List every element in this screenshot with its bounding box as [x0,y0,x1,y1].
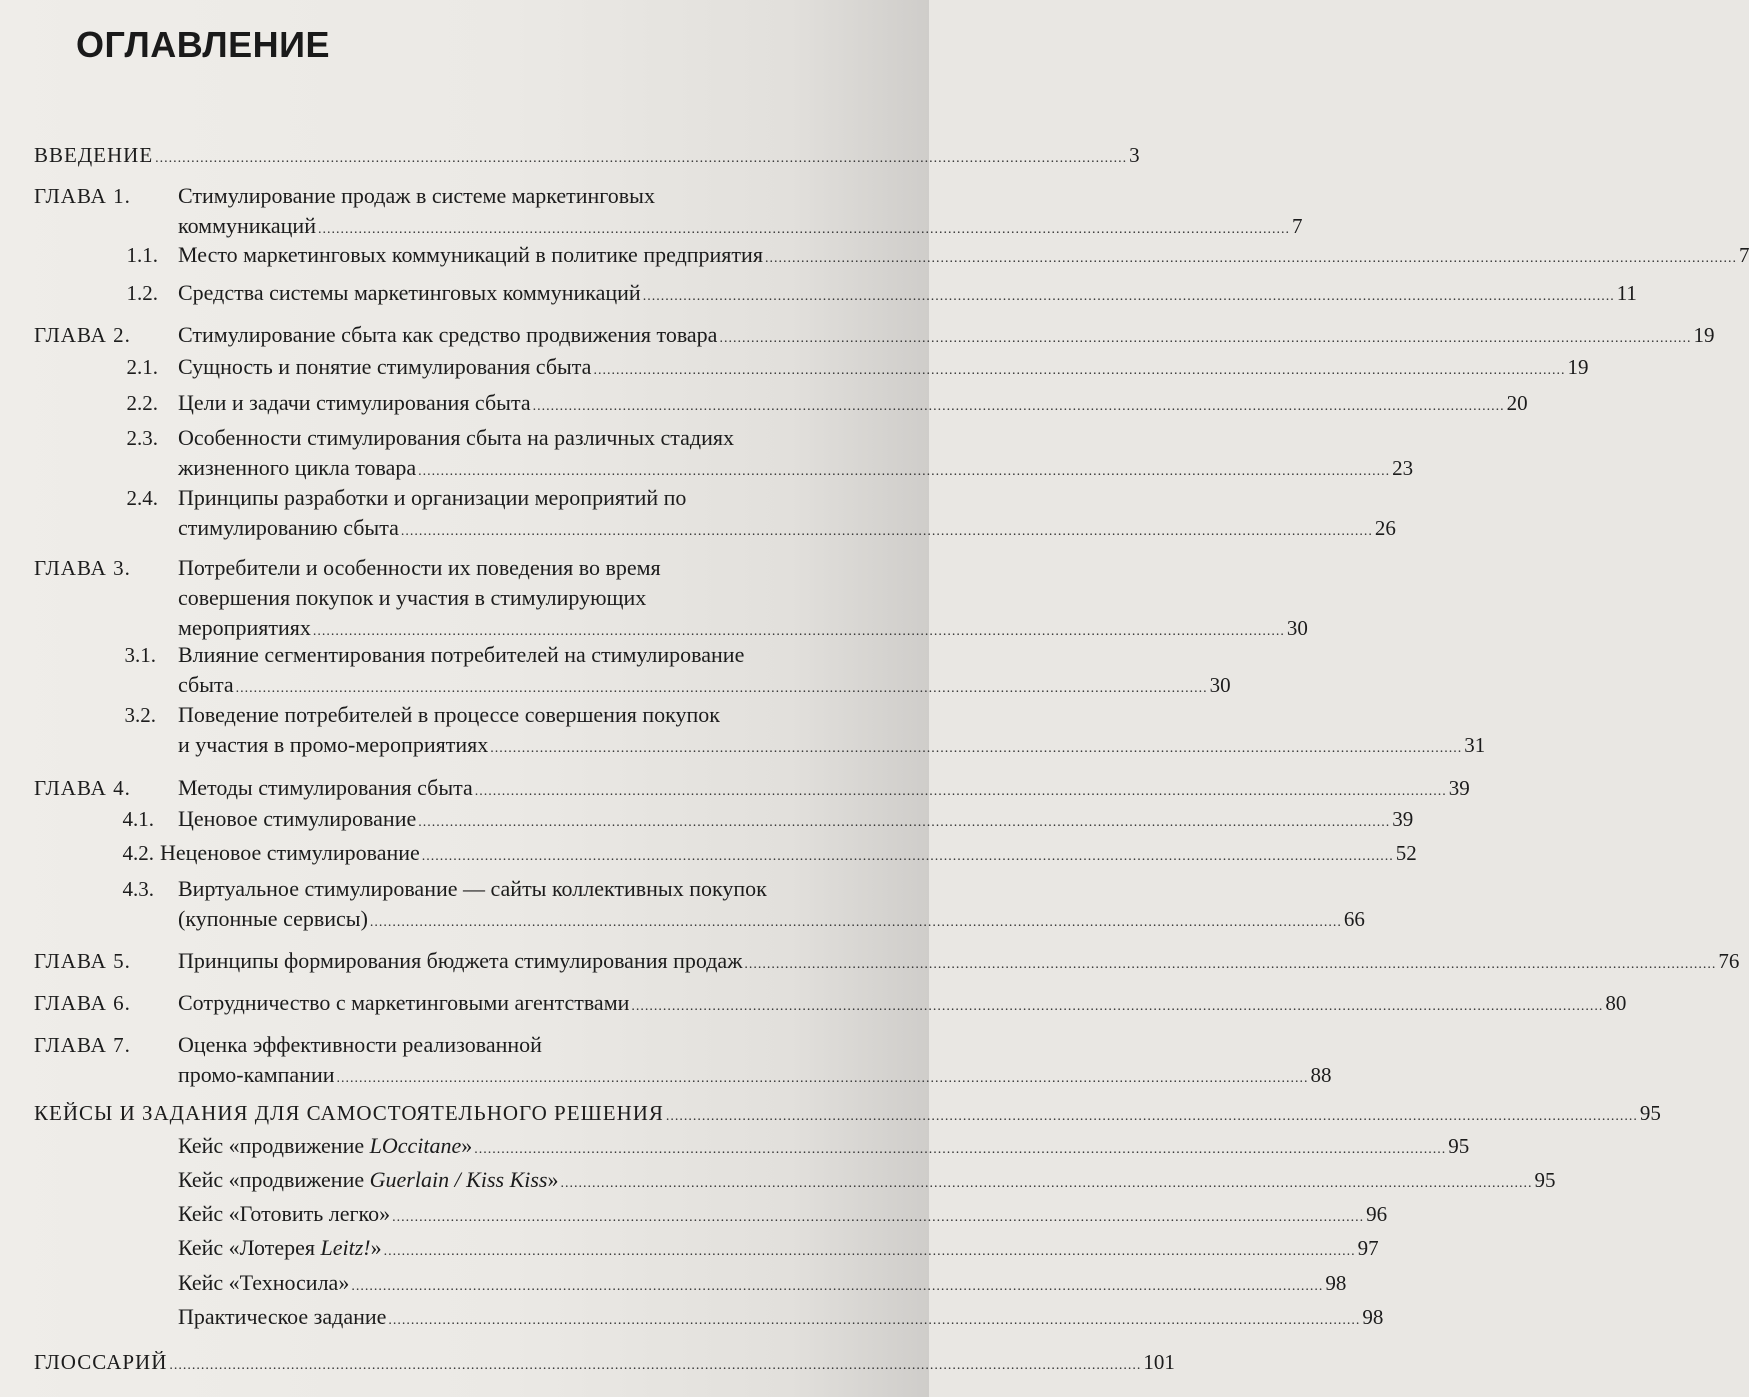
toc-chapter-label: ГЛОССАРИЙ [34,1350,168,1374]
page-number: 19 [1693,323,1715,347]
page-number: 30 [1209,673,1231,697]
leader-dots [744,946,1716,980]
page-title: ОГЛАВЛЕНИЕ [76,24,331,65]
toc-entry-title-line: Практическое задание [178,1304,387,1329]
toc-chapter-label: КЕЙСЫ И ЗАДАНИЯ ДЛЯ САМОСТОЯТЕЛЬНОГО РЕШЕНИЯ [34,1101,664,1125]
toc-entry-title-line: Сущность и понятие стимулирования сбыта [178,354,592,379]
toc-entry-title-line: Кейс «продвижение LOccitane» [178,1133,473,1158]
toc-entry-text [178,553,1308,647]
toc-chapter-label: ГЛАВА 4. [34,776,131,800]
leader-dots [666,1098,1638,1132]
leader-dots [351,1268,1323,1302]
toc-section-number: 2.4. [126,486,158,510]
toc-entry-text [178,773,1470,807]
toc-entry-text [178,804,1414,838]
toc-entry-title-line: Принципы формирования бюджета стимулирования продаж [178,948,743,973]
leader-dots [370,904,1342,938]
toc-entry[interactable] [0,553,1308,643]
toc-entry-title-line: коммуникаций [178,213,316,238]
toc-entry-title-line: стимулированию сбыта [178,515,399,540]
page-number: 98 [1325,1271,1347,1295]
toc-entry-title-line: Средства системы маркетинговых коммуникаций [178,280,641,305]
toc-entry[interactable] [0,640,1231,700]
toc-section-number: 2.3. [126,426,158,450]
toc-entry-text [178,1131,1470,1165]
page-number: 95 [1639,1101,1661,1125]
toc-entry-text [178,640,1231,704]
toc-entry-title-line: Кейс «Лотерея Leitz!» [178,1235,382,1260]
toc-entry-title-line: Принципы разработки и организации мероприятий по [178,485,687,510]
leader-dots [643,278,1615,312]
toc-entry-text [178,1268,1347,1302]
toc-entry-text [178,874,1365,938]
toc-entry[interactable] [0,278,1637,308]
toc-entry-title-line: Виртуальное стимулирование — сайты коллективных покупок [178,876,767,901]
toc-entry-title-line: Цели и задачи стимулирования сбыта [178,390,531,415]
toc-entry[interactable] [0,1233,1379,1263]
toc-entry-text [178,320,1715,354]
toc-entry[interactable] [0,874,1365,934]
page-number: 19 [1567,355,1589,379]
page-number: 39 [1392,807,1414,831]
leader-dots [765,240,1737,274]
toc-entry-text [178,1030,1332,1094]
toc-entry[interactable] [0,1302,1384,1332]
toc-entry-title-line: (купонные сервисы) [178,906,368,931]
leader-dots [384,1233,1356,1267]
toc-entry-title-line: Кейс «Готовить легко» [178,1201,391,1226]
toc-entry-text [178,1165,1556,1199]
toc-chapter-label: ГЛАВА 7. [34,1033,131,1057]
toc-entry-title-line: Стимулирование продаж в системе маркетинговых [178,183,655,208]
toc-entry[interactable] [0,1199,1388,1229]
leader-dots [475,773,1447,807]
toc-entry[interactable] [0,1131,1470,1161]
leader-dots [719,320,1691,354]
page-number: 23 [1392,456,1414,480]
page-number: 20 [1506,391,1528,415]
leader-dots [337,1060,1309,1094]
toc-entry-text [178,240,1749,274]
page-number: 88 [1310,1063,1332,1087]
leader-dots [388,1302,1360,1336]
toc-entry-text [178,1302,1384,1336]
leader-dots [533,388,1505,422]
toc-section-number: 1.2. [126,281,158,305]
toc-entry-title-line: мероприятиях [178,615,311,640]
toc-entry-text [178,988,1627,1022]
toc-entry[interactable] [0,320,1715,350]
toc-entry[interactable] [0,838,1417,868]
toc-section-number: 3.1. [124,643,156,667]
page-number: 95 [1448,1134,1470,1158]
toc-entry[interactable] [0,1268,1347,1298]
toc-entry-title-line: Кейс «продвижение Guerlain / Kiss Kiss» [178,1167,559,1192]
toc-entry-title-line: совершения покупок и участия в стимулирующих [178,585,647,610]
page-number: 97 [1357,1236,1379,1260]
toc-entry-title-line: Ценовое стимулирование [178,806,417,831]
page-number: 7 [1738,243,1749,267]
toc-entry-title-line: Оценка эффективности реализованной [178,1032,542,1057]
toc-entry-text [178,352,1589,386]
leader-dots [474,1131,1446,1165]
leader-dots [422,838,1394,872]
page-number: 7 [1291,214,1303,238]
leader-dots [631,988,1603,1022]
toc-entry-title-line: Потребители и особенности их поведения во время [178,555,661,580]
toc-chapter-label: ВВЕДЕНИЕ [34,143,154,167]
page-number: 98 [1362,1305,1384,1329]
toc-chapter-label: ГЛАВА 2. [34,323,131,347]
toc-entry[interactable] [0,1165,1556,1195]
leader-dots [418,453,1390,487]
toc-entry-text [178,388,1528,422]
toc-entry[interactable] [0,1030,1332,1090]
leader-dots [155,140,1127,174]
toc-chapter-label: ГЛАВА 6. [34,991,131,1015]
page-number: 31 [1464,733,1486,757]
toc-entry[interactable] [0,388,1528,418]
page-number: 76 [1718,949,1740,973]
toc-section-number: 3.2. [124,703,156,727]
toc-entry[interactable] [0,700,1486,760]
page-number: 11 [1616,281,1637,305]
page-number: 96 [1366,1202,1388,1226]
toc-entry-title-line: Методы стимулирования сбыта [178,775,473,800]
leader-dots [401,513,1373,547]
leader-dots [392,1199,1364,1233]
toc-entry-text [178,946,1740,980]
toc-entry-text [178,278,1637,312]
toc-entry-text [178,1233,1379,1267]
page-number: 26 [1374,516,1396,540]
toc-section-number: 4.1. [122,807,154,831]
page-number: 101 [1143,1350,1175,1374]
page-number: 80 [1605,991,1627,1015]
toc-chapter-label: ГЛАВА 3. [34,556,131,580]
toc-entry[interactable] [0,483,1396,543]
page-number: 30 [1286,616,1308,640]
toc-entry-title-line: Стимулирование сбыта как средство продвижения товара [178,322,718,347]
toc-entry[interactable] [0,140,1140,170]
toc-entry-text [178,423,1414,487]
page-number: 95 [1534,1168,1556,1192]
toc-entry-title: Неценовое стимулирование [160,840,420,865]
page-number: 52 [1395,841,1417,865]
toc-entry[interactable] [0,423,1414,483]
toc-entry-title-line: Поведение потребителей в процессе совершения покупок [178,702,720,727]
leader-dots [561,1165,1533,1199]
toc-entry-title-line: Особенности стимулирования сбыта на различных стадиях [178,425,734,450]
toc-section-number: 4.2. [122,841,154,865]
toc-section-number: 2.2. [126,391,158,415]
toc-entry-title-line: сбыта [178,672,234,697]
toc-entry-text [178,181,1303,245]
toc-entry[interactable] [0,1347,1175,1377]
page-number: 66 [1343,907,1365,931]
toc-entry-title-line: и участия в промо-мероприятиях [178,732,489,757]
toc-section-number: 2.1. [126,355,158,379]
leader-dots [236,670,1208,704]
toc-entry[interactable] [0,181,1303,241]
toc-entry-text [178,483,1396,547]
toc-entry[interactable] [0,988,1627,1018]
toc-section-number: 4.3. [122,877,154,901]
toc-entry[interactable] [0,240,1749,270]
toc-entry[interactable] [0,946,1740,976]
toc-entry[interactable] [0,352,1589,382]
toc-chapter-label: ГЛАВА 1. [34,184,131,208]
toc-entry[interactable] [0,804,1414,834]
leader-dots [490,730,1462,764]
toc-entry-title-line: Место маркетинговых коммуникаций в политике предприятия [178,242,763,267]
toc-entry-text [178,700,1486,764]
toc-entry-title-line: Сотрудничество с маркетинговыми агентствами [178,990,630,1015]
toc-entry-title-line: жизненного цикла товара [178,455,417,480]
toc-entry-title-line: Влияние сегментирования потребителей на стимулирование [178,642,745,667]
toc-chapter-label: ГЛАВА 5. [34,949,131,973]
toc-section-number: 1.1. [126,243,158,267]
toc-entry-title-line: Кейс «Техносила» [178,1270,350,1295]
page-number: 3 [1129,143,1140,167]
toc-entry-text [178,1199,1388,1233]
page-number: 39 [1448,776,1470,800]
toc-entry[interactable] [0,773,1470,803]
toc-entry-title-line: промо-кампании [178,1062,335,1087]
toc-entry[interactable] [0,1098,1661,1128]
leader-dots [593,352,1565,386]
leader-dots [418,804,1390,838]
leader-dots [169,1347,1141,1381]
